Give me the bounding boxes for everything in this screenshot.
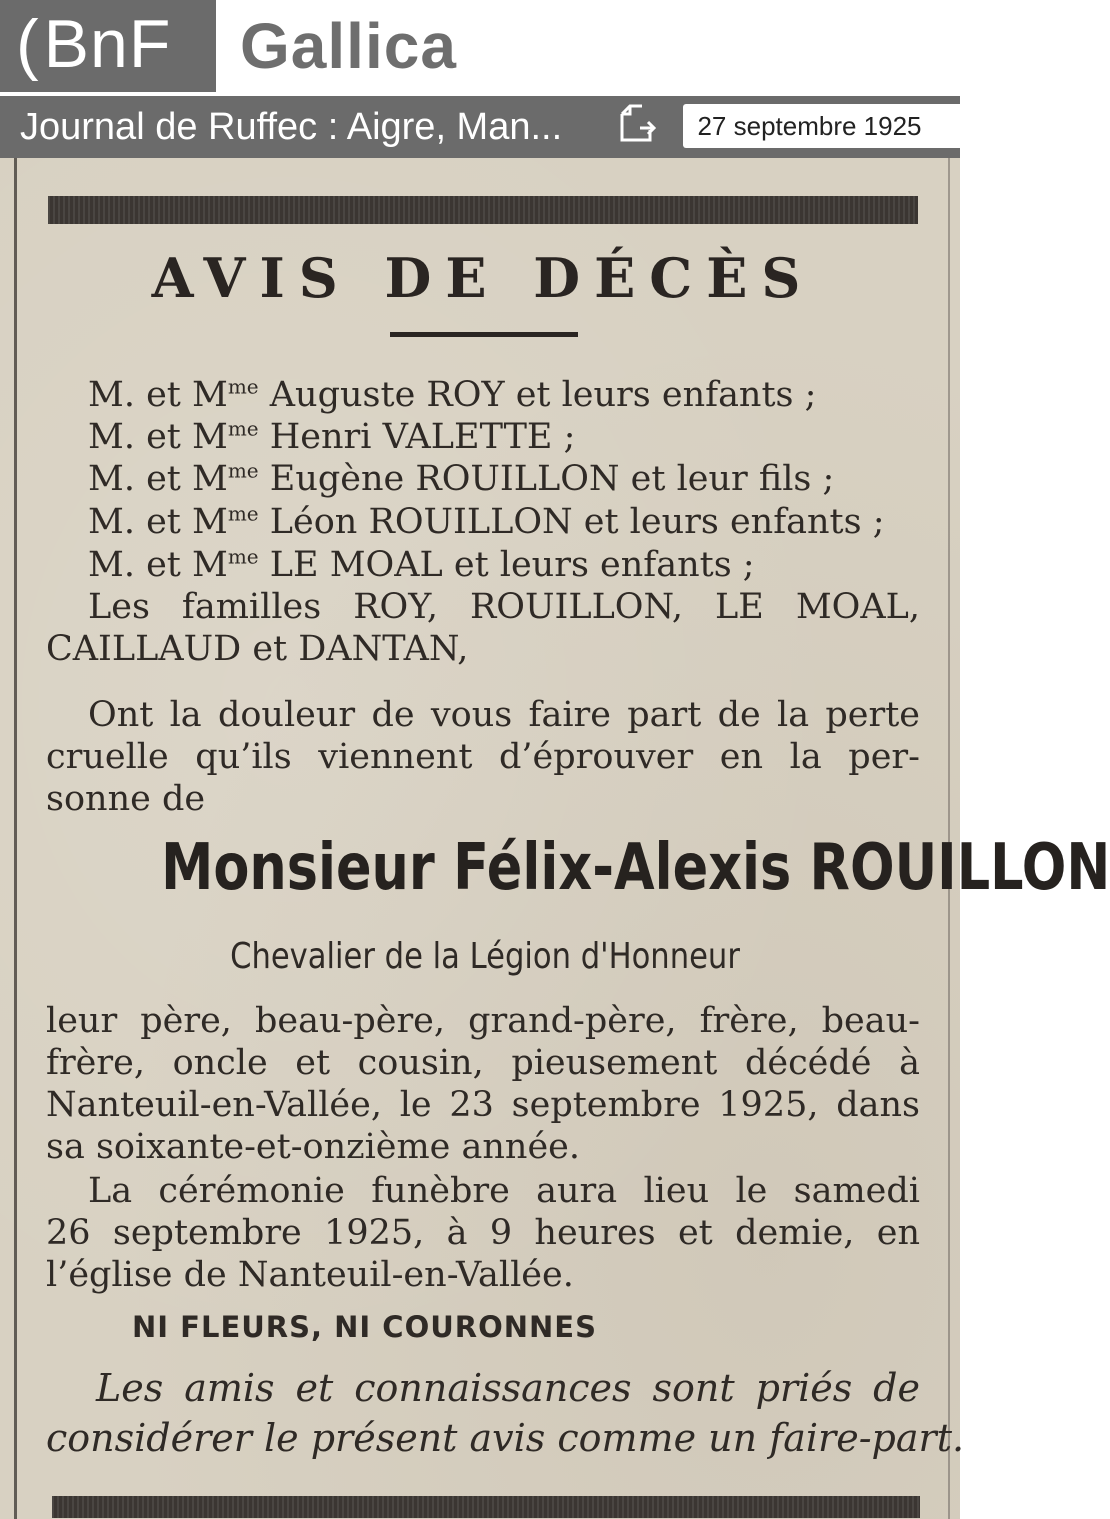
closing-line: considérer le présent avis comme un faire-part. [46,1416,965,1460]
bnf-logo[interactable] [0,0,216,92]
document-title[interactable]: Journal de Ruffec : Aigre, Man... [20,106,563,148]
ceremony-line: l’église de Nanteuil-en-Vallée. [46,1255,574,1295]
family-line: M. et $M^{me}$ LE MOAL et leurs enfants ; [88,544,755,585]
brand-header [0,0,960,96]
relation-line: frère, oncle et cousin, pieusement décédé à [46,1043,920,1083]
deceased-honour: Chevalier de la Légion d'Honneur [230,936,740,977]
relation-line: leur père, beau-père, grand-père, frère, beau- [46,1001,920,1041]
family-line: M. et $M^{me}$ Henri VALETTE ; [88,416,576,457]
share-icon[interactable] [614,102,660,148]
no-flowers-notice: NI FLEURS, NI COURONNES [132,1310,597,1344]
family-line: M. et $M^{me}$ Auguste ROY et leurs enfants ; [88,374,817,415]
announce-line: cruelle qu’ils viennent d’éprouver en la per- [46,737,920,777]
closing-line: Les amis et connaissances sont priés de [96,1366,920,1410]
notice-heading: AVIS DE DÉCÈS [151,246,815,310]
families-line: Les familles ROY, ROUILLON, LE MOAL, [88,587,920,627]
logo-brace: ( [16,6,40,82]
column-rule-left [14,158,17,1519]
gallica-wordmark[interactable]: Gallica [240,10,457,82]
issue-date-selector[interactable] [683,104,960,148]
issue-date: 27 septembre 1925 [697,111,922,141]
families-line: CAILLAUD et DANTAN, [46,629,469,669]
announce-line: sonne de [46,779,206,819]
relation-line: Nanteuil-en-Vallée, le 23 septembre 1925, dans [46,1085,920,1125]
ornamental-band-top [48,196,918,224]
newspaper-scan[interactable] [0,158,1110,1519]
ornamental-band-bottom [52,1496,920,1518]
family-line: M. et $M^{me}$ Léon ROUILLON et leurs enfants ; [88,501,885,542]
logo-text: BnF [43,6,172,82]
ceremony-line: 26 septembre 1925, à 9 heures et demie, en [46,1213,920,1253]
announce-line: Ont la douleur de vous faire part de la perte [88,695,920,735]
heading-underline [390,332,578,337]
family-line: M. et $M^{me}$ Eugène ROUILLON et leur fils ; [88,458,835,499]
ceremony-line: La cérémonie funèbre aura lieu le samedi [88,1171,920,1211]
relation-line: sa soixante-et-onzième année. [46,1127,581,1167]
deceased-name: Monsieur Félix-Alexis ROUILLON [161,831,1110,905]
